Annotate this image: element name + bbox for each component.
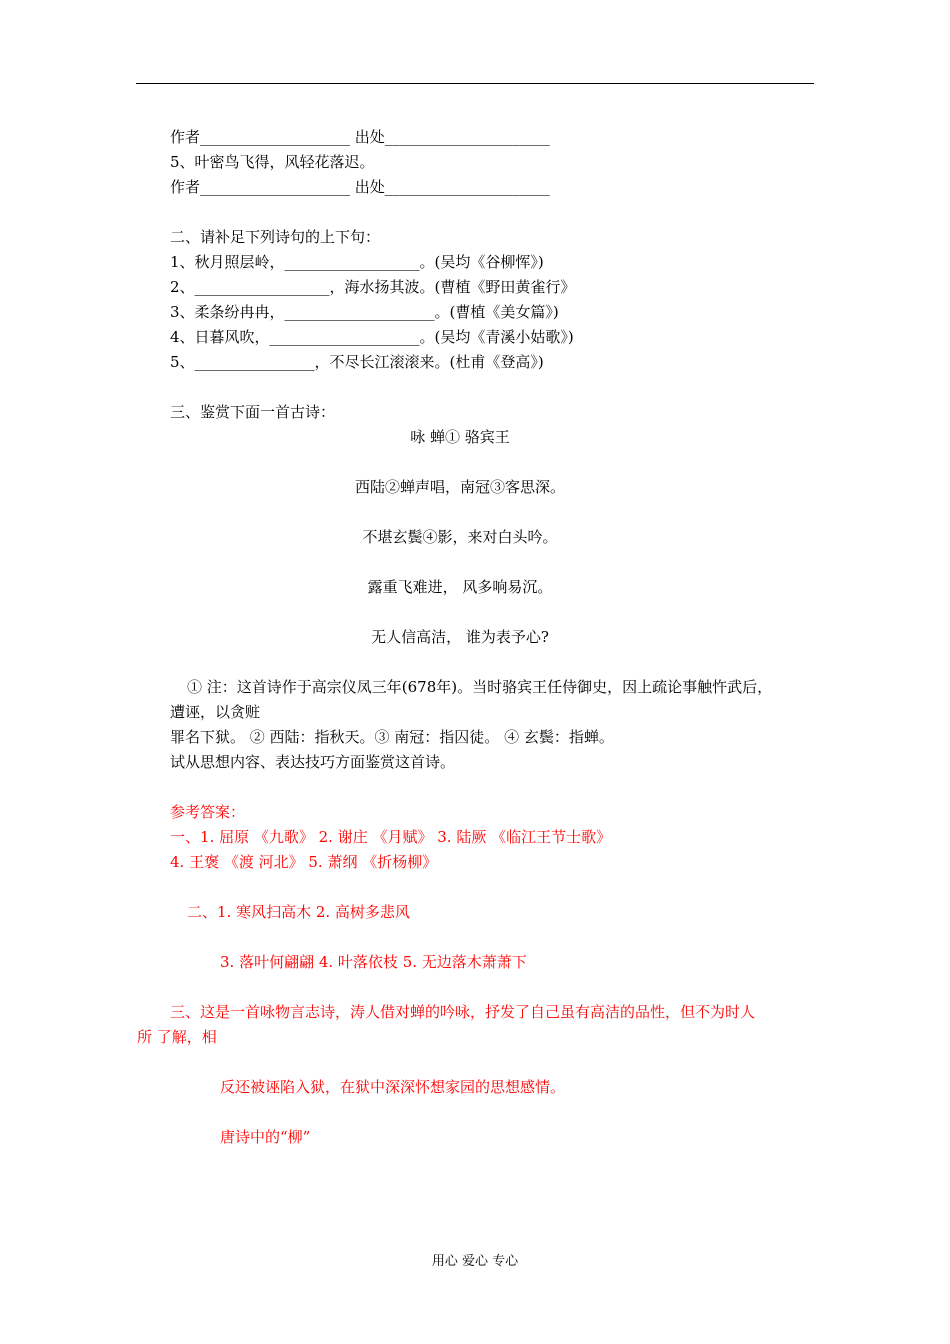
fill-item-3: 3、柔条纷冉冉，____________________。(曹植《美女篇》) [170, 303, 559, 321]
answer-part2-line1: 二、1. 寒风扫高木 2. 高树多悲风 [187, 903, 410, 921]
answer-part3-line2: 所 了解，相 [137, 1028, 217, 1046]
author-source-line-2: 作者____________________ 出处______________________ [170, 178, 550, 196]
fill-item-5: 5、________________，不尽长江滚滚来。(杜甫《登高》) [170, 353, 544, 371]
section-2-heading: 二、请补足下列诗句的上下句： [170, 228, 381, 246]
poem-line-2: 不堪玄鬓④影，来对白头吟。 [362, 528, 558, 546]
note-line-3: 罪名下狱。 ② 西陆：指秋天。③ 南冠：指囚徒。 ④ 玄鬓：指蝉。 [170, 728, 614, 746]
answer-part2-line2: 3. 落叶何翩翩 4. 叶落依枝 5. 无边落木萧萧下 [220, 953, 527, 971]
appreciation-question: 试从思想内容、表达技巧方面鉴赏这首诗。 [170, 753, 456, 771]
answer-part1-line1: 一、1. 屈原 《九歌》 2. 谢庄 《月赋》 3. 陆厥 《临江王节士歌》 [170, 828, 612, 846]
poem-line-4: 无人信高洁， 谁为表予心? [371, 628, 549, 646]
answer-part3-line1: 三、这是一首咏物言志诗，涛人借对蝉的吟咏，抒发了自己虽有高洁的品性，但不为时人 [170, 1003, 756, 1021]
fill-item-2: 2、__________________，海水扬其波。(曹植《野田黄雀行》 [170, 278, 576, 296]
page-footer: 用心 爱心 专心 [431, 1254, 519, 1269]
answer-part1-line2: 4. 王褒 《渡 河北》 5. 萧纲 《折杨柳》 [170, 853, 438, 871]
poem-title: 咏 蝉① 骆宾王 [410, 428, 510, 446]
header-rule [136, 83, 814, 84]
fill-item-4: 4、日暮风吹，____________________。(吴均《青溪小姑歌》) [170, 328, 574, 346]
fill-item-1: 1、秋月照层岭，__________________。(吴均《谷柳恽》) [170, 253, 544, 271]
poem-line-1: 西陆②蝉声唱，南冠③客思深。 [354, 478, 565, 496]
note-line-1: ① 注：这首诗作于高宗仪凤三年(678年)。当时骆宾王任侍御史，因上疏论事触忤武后， [187, 678, 773, 696]
question-item-5: 5、叶密鸟飞得，风轻花落迟。 [170, 153, 375, 171]
section-3-heading: 三、鉴赏下面一首古诗： [170, 403, 336, 421]
poem-line-3: 露重飞难进， 风多响易沉。 [367, 578, 553, 596]
author-source-line-1: 作者____________________ 出处______________________ [170, 128, 550, 146]
answer-part3-line3: 反还被诬陷入狱，在狱中深深怀想家园的思想感情。 [220, 1078, 566, 1096]
answers-heading: 参考答案： [170, 803, 246, 821]
answer-part3-line4: 唐诗中的“柳” [220, 1128, 311, 1146]
note-line-2: 遭诬，以贪赃 [170, 703, 261, 721]
